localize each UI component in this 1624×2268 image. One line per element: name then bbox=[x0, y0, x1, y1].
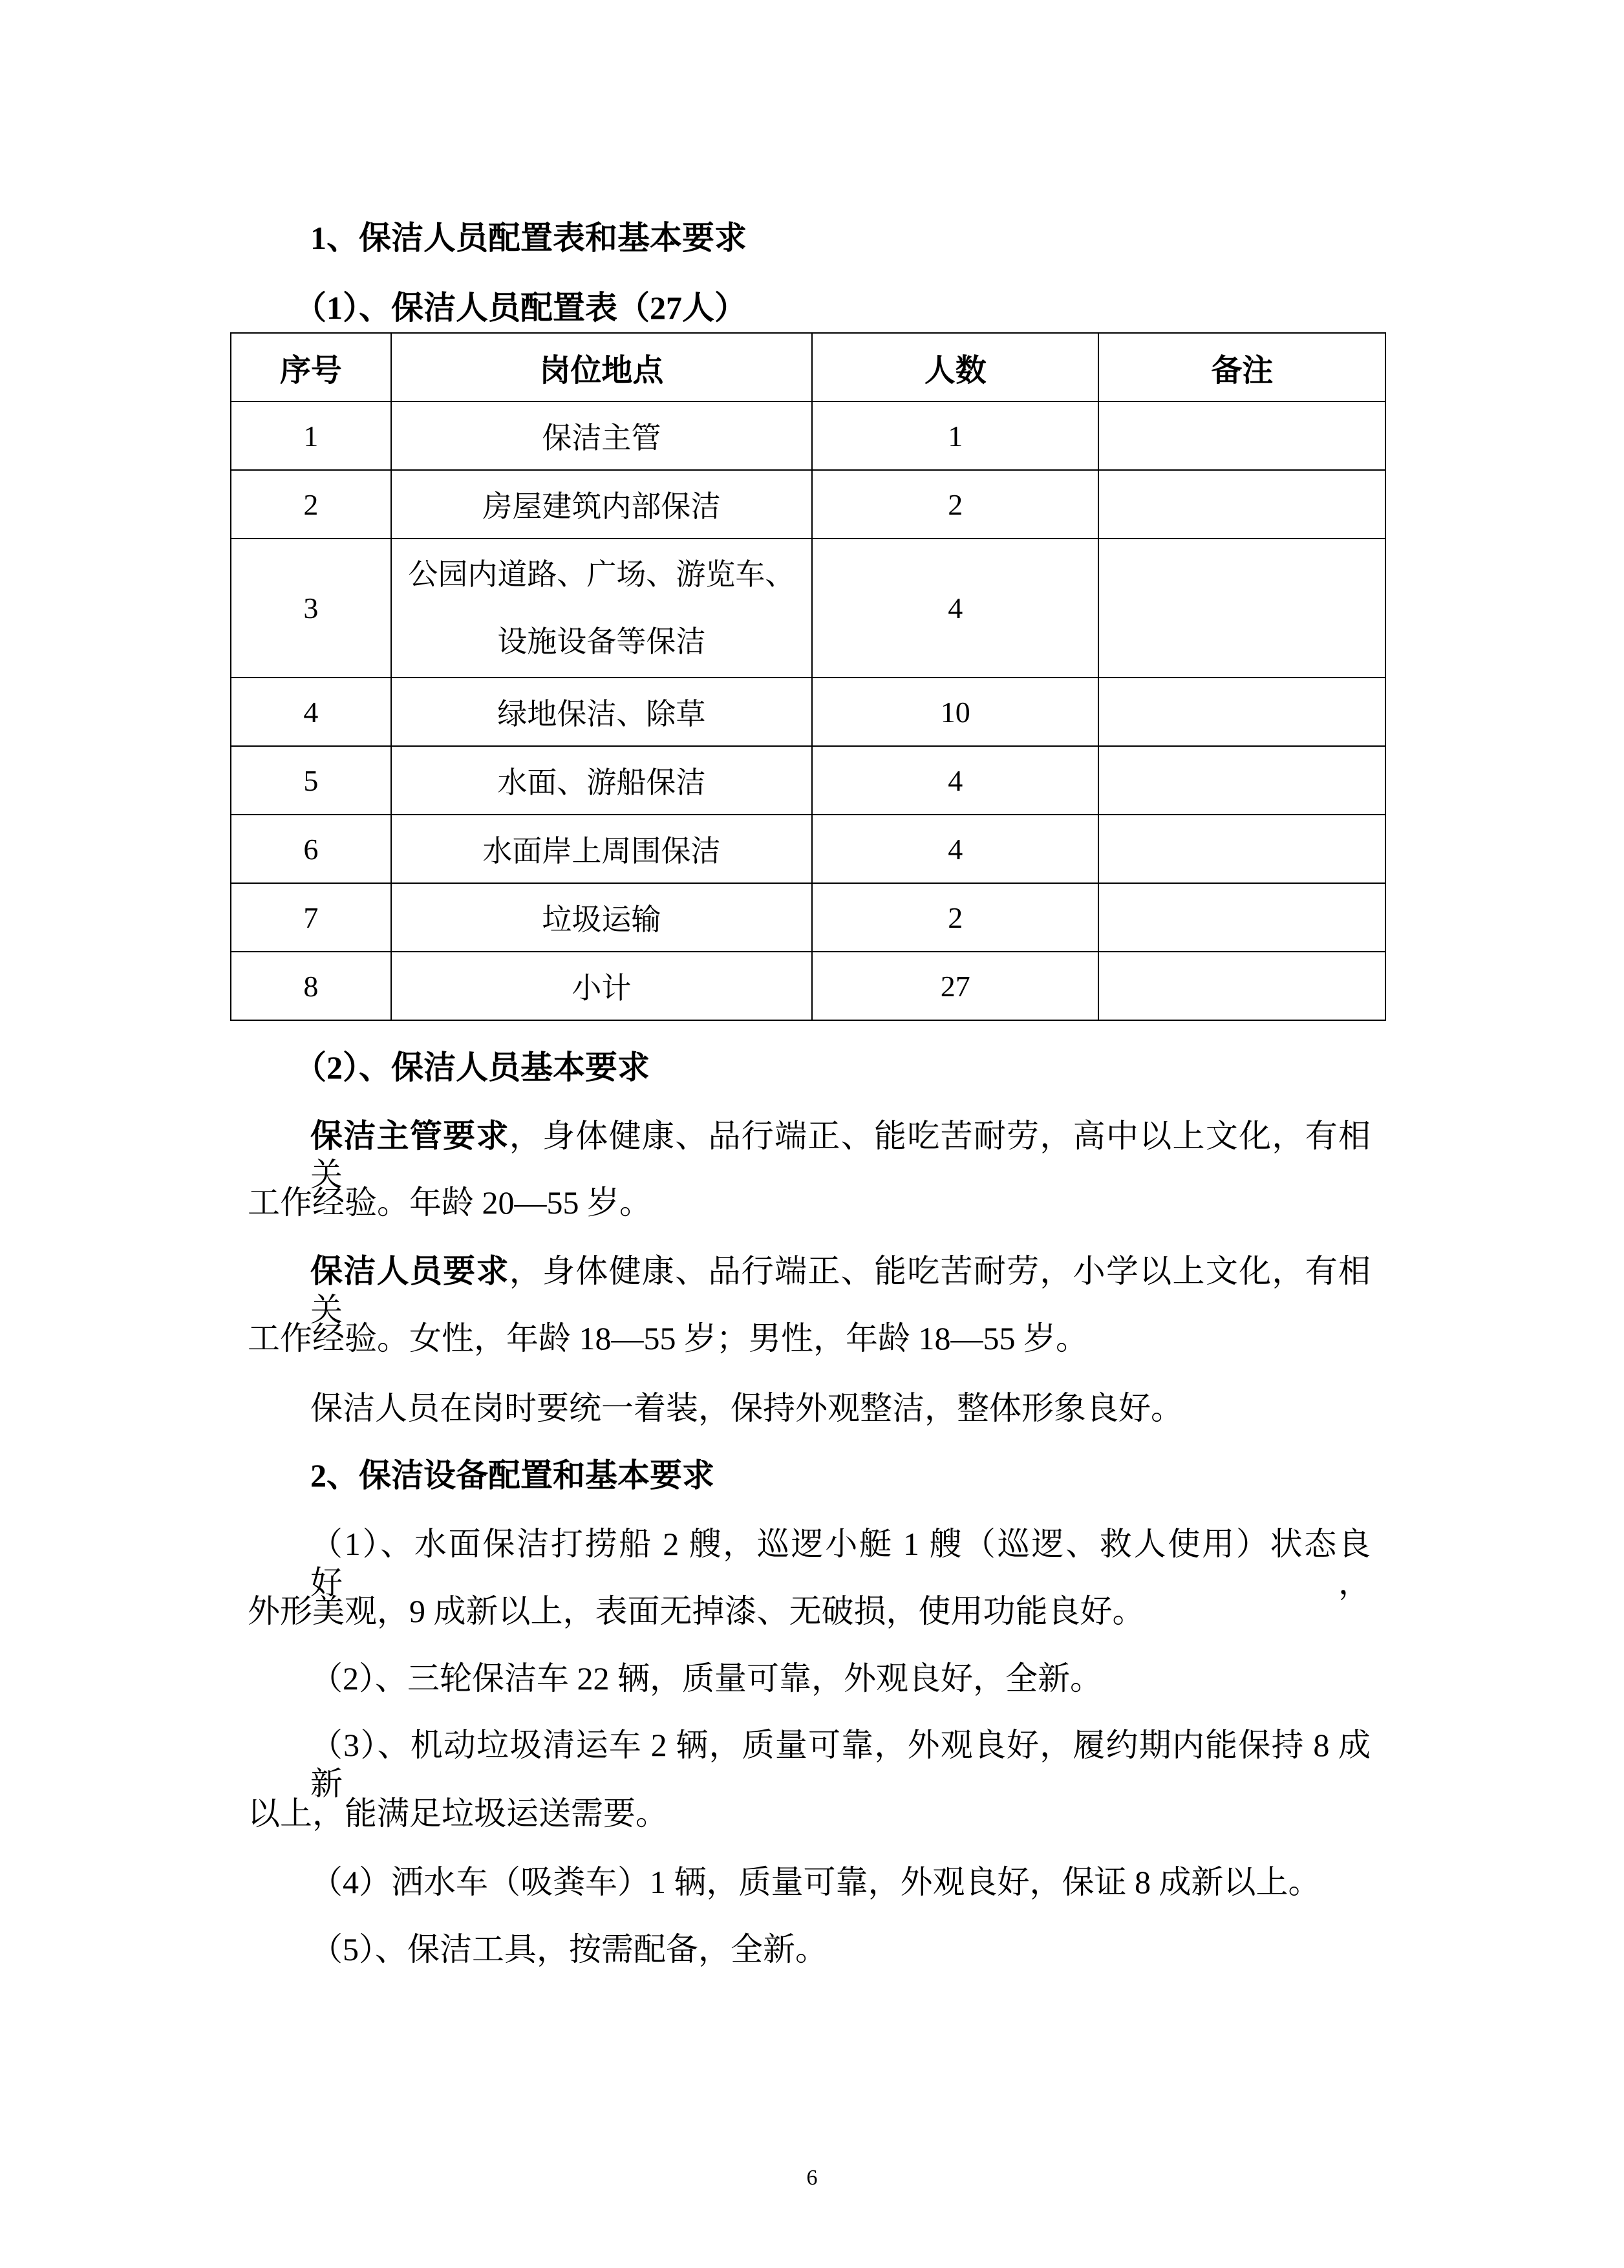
table-row bbox=[231, 952, 1385, 1020]
header-no: 序号 bbox=[231, 333, 391, 401]
cell-no: 2 bbox=[231, 470, 391, 539]
equipment-item-1-line2: 外形美观，9 成新以上，表面无掉漆、无破损，使用功能良好。 bbox=[248, 1593, 1145, 1629]
cell-count: 4 bbox=[812, 815, 1098, 883]
header-count: 人数 bbox=[812, 333, 1098, 401]
cell-note bbox=[1098, 470, 1385, 539]
cell-place bbox=[391, 539, 812, 678]
page-number: 6 bbox=[806, 2166, 818, 2190]
header-note: 备注 bbox=[1098, 333, 1385, 401]
cell-note bbox=[1098, 401, 1385, 470]
supervisor-text: ，身体健康、品行端正、能吃苦耐劳，高中以上文化，有相关 bbox=[310, 1118, 1371, 1193]
cell-no: 4 bbox=[231, 678, 391, 746]
cell-count: 2 bbox=[812, 470, 1098, 539]
cell-place: 水面岸上周围保洁 bbox=[391, 815, 812, 883]
cell-no: 7 bbox=[231, 883, 391, 952]
supervisor-requirement-line bbox=[310, 1117, 1371, 1193]
equipment-item-4: （4）洒水车（吸粪车）1 辆，质量可靠，外观良好，保证 8 成新以上。 bbox=[310, 1864, 1321, 1900]
cell-place-line: 公园内道路、广场、游览车、 bbox=[408, 557, 795, 591]
cell-place: 水面、游船保洁 bbox=[391, 746, 812, 815]
cell-no: 6 bbox=[231, 815, 391, 883]
equipment-item-1-line1: （1）、水面保洁打捞船 2 艘，巡逻小艇 1 艘（巡逻、救人使用）状态良好， bbox=[310, 1526, 1371, 1601]
cell-count: 4 bbox=[812, 746, 1098, 815]
equipment-item-5: （5）、保洁工具，按需配备，全新。 bbox=[310, 1931, 828, 1967]
cell-no: 8 bbox=[231, 952, 391, 1020]
cell-no: 1 bbox=[231, 401, 391, 470]
cell-place: 垃圾运输 bbox=[391, 883, 812, 952]
cell-place: 小计 bbox=[391, 952, 812, 1020]
table-row bbox=[231, 815, 1385, 883]
cell-place-line: 设施设备等保洁 bbox=[497, 625, 706, 658]
cell-count: 2 bbox=[812, 883, 1098, 952]
cell-place: 绿地保洁、除草 bbox=[391, 678, 812, 746]
cell-note bbox=[1098, 883, 1385, 952]
cell-note bbox=[1098, 746, 1385, 815]
cell-no: 3 bbox=[231, 539, 391, 678]
table-row bbox=[231, 539, 1385, 678]
subheading-staff-table: （1）、保洁人员配置表（27人） bbox=[294, 290, 747, 326]
staff-text: ，身体健康、品行端正、能吃苦耐劳，小学以上文化，有相关 bbox=[310, 1253, 1371, 1328]
cell-no: 5 bbox=[231, 746, 391, 815]
supervisor-label: 保洁主管要求 bbox=[310, 1118, 509, 1154]
table-row bbox=[231, 678, 1385, 746]
header-place: 岗位地点 bbox=[391, 333, 812, 401]
cell-note bbox=[1098, 539, 1385, 678]
staff-label: 保洁人员要求 bbox=[310, 1253, 509, 1289]
cell-count: 1 bbox=[812, 401, 1098, 470]
cell-count: 10 bbox=[812, 678, 1098, 746]
section-heading-2: 2、保洁设备配置和基本要求 bbox=[310, 1457, 714, 1493]
cell-count: 4 bbox=[812, 539, 1098, 678]
staff-requirement-line2: 工作经验。女性，年龄 18—55 岁；男性，年龄 18—55 岁。 bbox=[248, 1320, 1088, 1356]
cell-count: 27 bbox=[812, 952, 1098, 1020]
supervisor-requirement-line2: 工作经验。年龄 20—55 岁。 bbox=[248, 1184, 652, 1221]
staff-allocation-table bbox=[230, 332, 1386, 1021]
cell-note bbox=[1098, 815, 1385, 883]
table-row bbox=[231, 470, 1385, 539]
equipment-item-3-line1: （3）、机动垃圾清运车 2 辆，质量可靠，外观良好，履约期内能保持 8 成新 bbox=[310, 1727, 1371, 1802]
cell-place: 保洁主管 bbox=[391, 401, 812, 470]
equipment-item-3-line2: 以上，能满足垃圾运送需要。 bbox=[248, 1795, 668, 1832]
table-header-row bbox=[231, 333, 1385, 401]
table-row bbox=[231, 883, 1385, 952]
section-heading-1: 1、保洁人员配置表和基本要求 bbox=[310, 220, 747, 256]
table-row bbox=[231, 401, 1385, 470]
equipment-item-2: （2）、三轮保洁车 22 辆，质量可靠，外观良好，全新。 bbox=[310, 1660, 1102, 1696]
cell-note bbox=[1098, 952, 1385, 1020]
cell-place: 房屋建筑内部保洁 bbox=[391, 470, 812, 539]
subheading-staff-requirements: （2）、保洁人员基本要求 bbox=[294, 1049, 650, 1086]
uniform-requirement: 保洁人员在岗时要统一着装，保持外观整洁，整体形象良好。 bbox=[310, 1390, 1183, 1426]
cell-note bbox=[1098, 678, 1385, 746]
table-row bbox=[231, 746, 1385, 815]
staff-requirement-line bbox=[310, 1252, 1371, 1328]
